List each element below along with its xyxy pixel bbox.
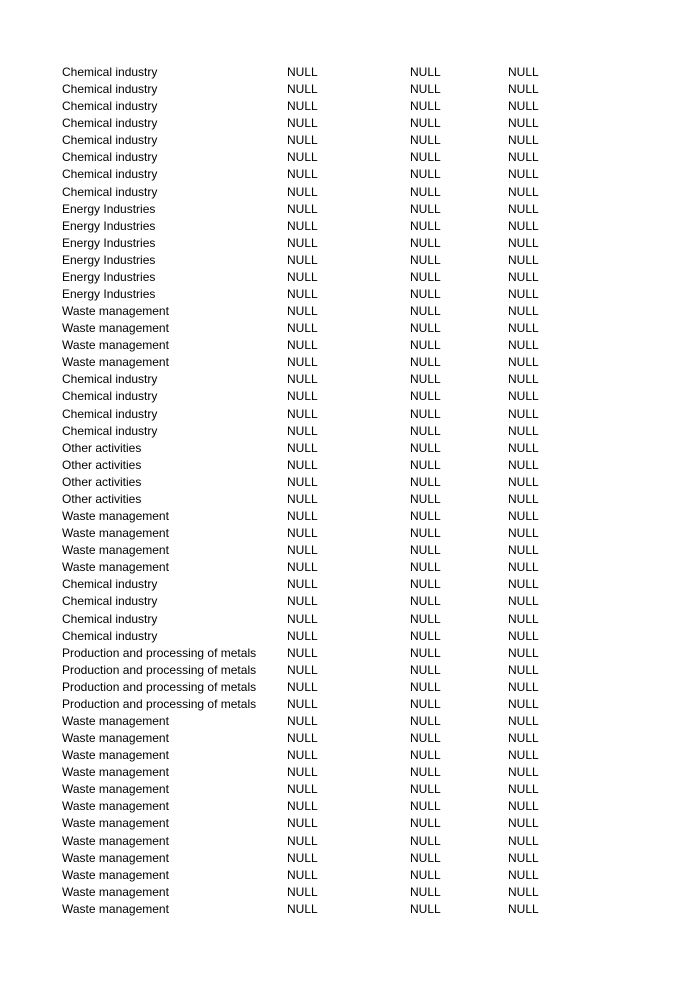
sector-cell: Waste management	[62, 816, 169, 831]
value-cell-3: NULL	[508, 116, 539, 131]
value-cell-1: NULL	[287, 201, 318, 216]
value-cell-2: NULL	[410, 867, 441, 882]
table-row	[0, 81, 700, 98]
value-cell-2: NULL	[410, 662, 441, 677]
value-cell-3: NULL	[508, 560, 539, 575]
table-row	[0, 525, 700, 542]
sector-cell: Waste management	[62, 713, 169, 728]
table-row	[0, 423, 700, 440]
value-cell-1: NULL	[287, 509, 318, 524]
value-cell-1: NULL	[287, 218, 318, 233]
table-row	[0, 901, 700, 918]
table-row	[0, 64, 700, 81]
table-row	[0, 611, 700, 628]
value-cell-3: NULL	[508, 782, 539, 797]
sector-cell: Chemical industry	[62, 628, 158, 643]
sector-cell: Waste management	[62, 526, 169, 541]
value-cell-1: NULL	[287, 816, 318, 831]
value-cell-3: NULL	[508, 372, 539, 387]
value-cell-1: NULL	[287, 765, 318, 780]
value-cell-3: NULL	[508, 150, 539, 165]
table-row	[0, 867, 700, 884]
value-cell-3: NULL	[508, 184, 539, 199]
value-cell-3: NULL	[508, 850, 539, 865]
table-row	[0, 662, 700, 679]
sector-cell: Production and processing of metals	[62, 679, 257, 694]
value-cell-3: NULL	[508, 765, 539, 780]
value-cell-2: NULL	[410, 440, 441, 455]
sector-cell: Waste management	[62, 884, 169, 899]
sector-cell: Waste management	[62, 321, 169, 336]
value-cell-3: NULL	[508, 748, 539, 763]
value-cell-1: NULL	[287, 867, 318, 882]
value-cell-1: NULL	[287, 184, 318, 199]
value-cell-1: NULL	[287, 679, 318, 694]
table-row	[0, 474, 700, 491]
value-cell-3: NULL	[508, 457, 539, 472]
value-cell-3: NULL	[508, 731, 539, 746]
table-row	[0, 388, 700, 405]
value-cell-3: NULL	[508, 167, 539, 182]
value-cell-1: NULL	[287, 594, 318, 609]
value-cell-3: NULL	[508, 235, 539, 250]
value-cell-1: NULL	[287, 65, 318, 79]
value-cell-2: NULL	[410, 167, 441, 182]
value-cell-1: NULL	[287, 645, 318, 660]
value-cell-3: NULL	[508, 543, 539, 558]
sector-cell: Waste management	[62, 748, 169, 763]
sector-cell: Waste management	[62, 765, 169, 780]
value-cell-2: NULL	[410, 406, 441, 421]
value-cell-2: NULL	[410, 884, 441, 899]
value-cell-3: NULL	[508, 252, 539, 267]
value-cell-2: NULL	[410, 372, 441, 387]
value-cell-1: NULL	[287, 235, 318, 250]
value-cell-2: NULL	[410, 901, 441, 916]
value-cell-3: NULL	[508, 491, 539, 506]
value-cell-3: NULL	[508, 99, 539, 114]
table-row	[0, 559, 700, 576]
table-row	[0, 764, 700, 781]
value-cell-2: NULL	[410, 713, 441, 728]
sector-cell: Chemical industry	[62, 423, 158, 438]
sector-cell: Waste management	[62, 355, 169, 370]
sector-cell: Waste management	[62, 560, 169, 575]
value-cell-3: NULL	[508, 577, 539, 592]
value-cell-3: NULL	[508, 304, 539, 319]
value-cell-2: NULL	[410, 474, 441, 489]
sector-cell: Chemical industry	[62, 99, 158, 114]
value-cell-3: NULL	[508, 884, 539, 899]
value-cell-3: NULL	[508, 645, 539, 660]
table-row	[0, 833, 700, 850]
value-cell-3: NULL	[508, 713, 539, 728]
value-cell-3: NULL	[508, 269, 539, 284]
sector-cell: Chemical industry	[62, 133, 158, 148]
value-cell-3: NULL	[508, 867, 539, 882]
sector-cell: Chemical industry	[62, 594, 158, 609]
table-row	[0, 815, 700, 832]
value-cell-3: NULL	[508, 389, 539, 404]
value-cell-2: NULL	[410, 509, 441, 524]
table-row	[0, 781, 700, 798]
sector-cell: Chemical industry	[62, 577, 158, 592]
value-cell-3: NULL	[508, 662, 539, 677]
value-cell-2: NULL	[410, 611, 441, 626]
sector-cell: Chemical industry	[62, 82, 158, 97]
table-row	[0, 184, 700, 201]
sector-cell: Waste management	[62, 731, 169, 746]
value-cell-1: NULL	[287, 850, 318, 865]
value-cell-1: NULL	[287, 628, 318, 643]
value-cell-2: NULL	[410, 850, 441, 865]
value-cell-2: NULL	[410, 782, 441, 797]
value-cell-2: NULL	[410, 423, 441, 438]
sector-cell: Other activities	[62, 491, 142, 506]
value-cell-2: NULL	[410, 133, 441, 148]
sector-cell: Energy Industries	[62, 218, 156, 233]
sector-cell: Energy Industries	[62, 235, 156, 250]
sector-cell: Waste management	[62, 901, 169, 916]
value-cell-2: NULL	[410, 82, 441, 97]
sector-cell: Chemical industry	[62, 167, 158, 182]
value-cell-1: NULL	[287, 782, 318, 797]
sector-cell: Chemical industry	[62, 65, 158, 79]
value-cell-2: NULL	[410, 218, 441, 233]
table-row	[0, 747, 700, 764]
sector-cell: Energy Industries	[62, 252, 156, 267]
table-row	[0, 320, 700, 337]
value-cell-2: NULL	[410, 252, 441, 267]
sector-cell: Production and processing of metals	[62, 662, 257, 677]
table-row	[0, 491, 700, 508]
value-cell-1: NULL	[287, 321, 318, 336]
sector-cell: Other activities	[62, 474, 142, 489]
value-cell-3: NULL	[508, 816, 539, 831]
sector-cell: Chemical industry	[62, 116, 158, 131]
sector-cell: Chemical industry	[62, 406, 158, 421]
table-row	[0, 593, 700, 610]
sector-cell: Waste management	[62, 799, 169, 814]
table-row	[0, 166, 700, 183]
value-cell-1: NULL	[287, 884, 318, 899]
sector-cell: Chemical industry	[62, 372, 158, 387]
value-cell-3: NULL	[508, 594, 539, 609]
value-cell-1: NULL	[287, 406, 318, 421]
value-cell-1: NULL	[287, 167, 318, 182]
value-cell-1: NULL	[287, 287, 318, 302]
value-cell-1: NULL	[287, 99, 318, 114]
value-cell-1: NULL	[287, 269, 318, 284]
value-cell-1: NULL	[287, 560, 318, 575]
value-cell-2: NULL	[410, 116, 441, 131]
value-cell-3: NULL	[508, 526, 539, 541]
value-cell-1: NULL	[287, 252, 318, 267]
value-cell-2: NULL	[410, 235, 441, 250]
value-cell-3: NULL	[508, 509, 539, 524]
table-row	[0, 730, 700, 747]
table-row	[0, 98, 700, 115]
value-cell-1: NULL	[287, 662, 318, 677]
sector-cell: Waste management	[62, 867, 169, 882]
value-cell-1: NULL	[287, 474, 318, 489]
value-cell-2: NULL	[410, 816, 441, 831]
table-row	[0, 850, 700, 867]
value-cell-3: NULL	[508, 218, 539, 233]
sector-cell: Other activities	[62, 440, 142, 455]
table-row	[0, 235, 700, 252]
value-cell-3: NULL	[508, 423, 539, 438]
table-row	[0, 252, 700, 269]
value-cell-3: NULL	[508, 440, 539, 455]
sector-cell: Waste management	[62, 782, 169, 797]
table-row	[0, 696, 700, 713]
table-row	[0, 542, 700, 559]
value-cell-2: NULL	[410, 491, 441, 506]
value-cell-3: NULL	[508, 833, 539, 848]
value-cell-2: NULL	[410, 628, 441, 643]
sector-cell: Chemical industry	[62, 611, 158, 626]
table-row	[0, 884, 700, 901]
value-cell-1: NULL	[287, 611, 318, 626]
table-row	[0, 713, 700, 730]
table-row	[0, 337, 700, 354]
value-cell-3: NULL	[508, 474, 539, 489]
value-cell-3: NULL	[508, 611, 539, 626]
value-cell-1: NULL	[287, 389, 318, 404]
table-row	[0, 218, 700, 235]
sector-cell: Energy Industries	[62, 201, 156, 216]
sector-cell: Waste management	[62, 833, 169, 848]
value-cell-2: NULL	[410, 799, 441, 814]
value-cell-2: NULL	[410, 338, 441, 353]
sector-cell: Waste management	[62, 509, 169, 524]
sector-cell: Waste management	[62, 543, 169, 558]
sector-cell: Chemical industry	[62, 184, 158, 199]
sector-cell: Production and processing of metals	[62, 696, 257, 711]
value-cell-2: NULL	[410, 304, 441, 319]
value-cell-1: NULL	[287, 372, 318, 387]
table-row	[0, 576, 700, 593]
table-row	[0, 628, 700, 645]
value-cell-3: NULL	[508, 338, 539, 353]
table-row	[0, 132, 700, 149]
sector-cell: Chemical industry	[62, 150, 158, 165]
table-row	[0, 508, 700, 525]
value-cell-3: NULL	[508, 65, 539, 79]
table-row	[0, 679, 700, 696]
sector-cell: Energy Industries	[62, 287, 156, 302]
value-cell-1: NULL	[287, 133, 318, 148]
value-cell-2: NULL	[410, 696, 441, 711]
sector-cell: Production and processing of metals	[62, 645, 257, 660]
value-cell-2: NULL	[410, 457, 441, 472]
table-row	[0, 201, 700, 218]
data-table	[0, 64, 700, 918]
value-cell-2: NULL	[410, 560, 441, 575]
value-cell-1: NULL	[287, 543, 318, 558]
value-cell-1: NULL	[287, 440, 318, 455]
value-cell-2: NULL	[410, 150, 441, 165]
value-cell-3: NULL	[508, 133, 539, 148]
value-cell-3: NULL	[508, 799, 539, 814]
table-row	[0, 269, 700, 286]
sector-cell: Waste management	[62, 850, 169, 865]
value-cell-3: NULL	[508, 679, 539, 694]
value-cell-1: NULL	[287, 577, 318, 592]
value-cell-1: NULL	[287, 799, 318, 814]
table-row	[0, 303, 700, 320]
value-cell-1: NULL	[287, 423, 318, 438]
value-cell-2: NULL	[410, 65, 441, 79]
sector-cell: Waste management	[62, 304, 169, 319]
value-cell-3: NULL	[508, 287, 539, 302]
value-cell-2: NULL	[410, 833, 441, 848]
value-cell-2: NULL	[410, 765, 441, 780]
sector-cell: Chemical industry	[62, 389, 158, 404]
sector-cell: Waste management	[62, 338, 169, 353]
value-cell-1: NULL	[287, 491, 318, 506]
value-cell-1: NULL	[287, 150, 318, 165]
value-cell-2: NULL	[410, 645, 441, 660]
value-cell-1: NULL	[287, 748, 318, 763]
value-cell-2: NULL	[410, 526, 441, 541]
value-cell-3: NULL	[508, 628, 539, 643]
table-row	[0, 115, 700, 132]
sector-cell: Other activities	[62, 457, 142, 472]
value-cell-1: NULL	[287, 713, 318, 728]
value-cell-2: NULL	[410, 679, 441, 694]
value-cell-1: NULL	[287, 338, 318, 353]
value-cell-2: NULL	[410, 543, 441, 558]
table-row	[0, 645, 700, 662]
value-cell-2: NULL	[410, 201, 441, 216]
value-cell-1: NULL	[287, 82, 318, 97]
value-cell-3: NULL	[508, 355, 539, 370]
value-cell-2: NULL	[410, 577, 441, 592]
value-cell-1: NULL	[287, 901, 318, 916]
value-cell-1: NULL	[287, 731, 318, 746]
value-cell-1: NULL	[287, 526, 318, 541]
table-row	[0, 457, 700, 474]
value-cell-1: NULL	[287, 304, 318, 319]
table-row	[0, 406, 700, 423]
value-cell-1: NULL	[287, 457, 318, 472]
value-cell-1: NULL	[287, 696, 318, 711]
value-cell-3: NULL	[508, 321, 539, 336]
table-row	[0, 149, 700, 166]
value-cell-3: NULL	[508, 82, 539, 97]
value-cell-1: NULL	[287, 355, 318, 370]
value-cell-2: NULL	[410, 731, 441, 746]
value-cell-2: NULL	[410, 321, 441, 336]
value-cell-2: NULL	[410, 594, 441, 609]
value-cell-2: NULL	[410, 184, 441, 199]
value-cell-3: NULL	[508, 201, 539, 216]
value-cell-1: NULL	[287, 116, 318, 131]
sector-cell: Energy Industries	[62, 269, 156, 284]
value-cell-2: NULL	[410, 355, 441, 370]
value-cell-3: NULL	[508, 406, 539, 421]
value-cell-2: NULL	[410, 389, 441, 404]
value-cell-2: NULL	[410, 287, 441, 302]
table-row	[0, 440, 700, 457]
value-cell-3: NULL	[508, 901, 539, 916]
table-row	[0, 354, 700, 371]
table-row	[0, 371, 700, 388]
table-row	[0, 798, 700, 815]
value-cell-2: NULL	[410, 748, 441, 763]
value-cell-2: NULL	[410, 99, 441, 114]
value-cell-1: NULL	[287, 833, 318, 848]
value-cell-3: NULL	[508, 696, 539, 711]
table-row	[0, 286, 700, 303]
value-cell-2: NULL	[410, 269, 441, 284]
